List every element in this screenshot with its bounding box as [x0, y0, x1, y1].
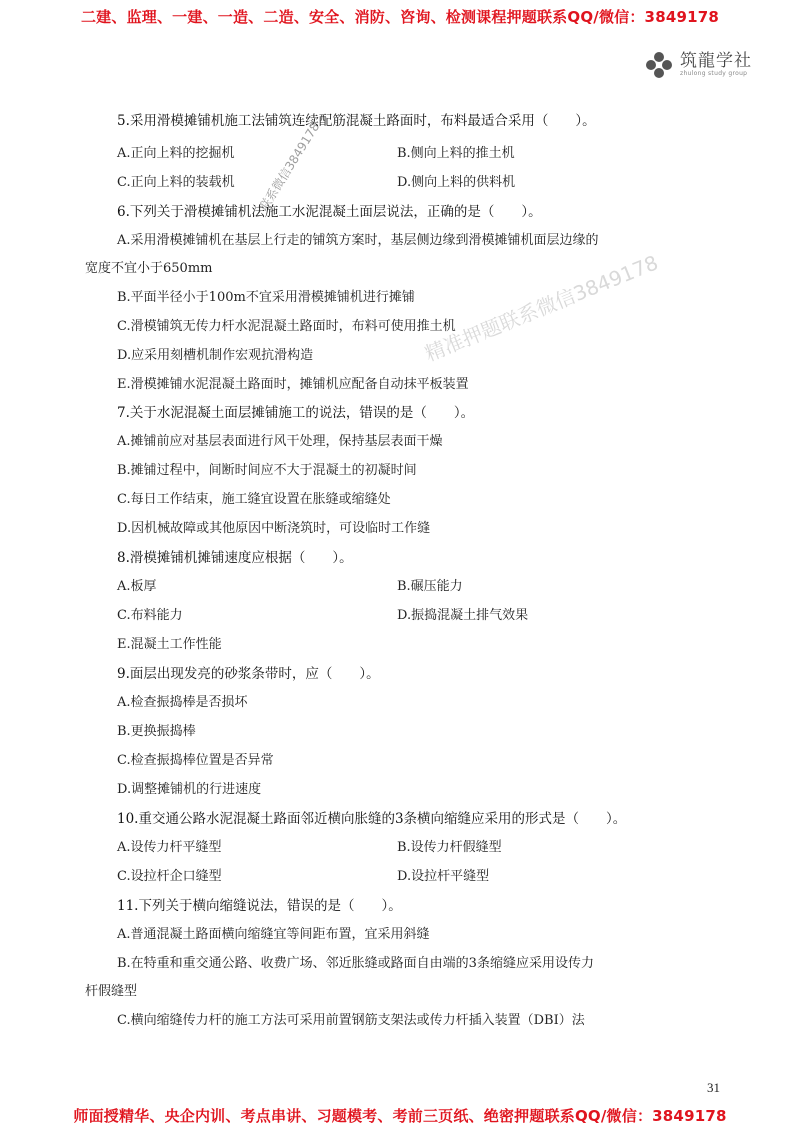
question-11-option-c: C.横向缩缝传力杆的施工方法可采用前置钢筋支架法或传力杆插入装置（DBI）法	[117, 1013, 585, 1028]
question-10-option-d: D.设拉杆平缝型	[397, 869, 490, 884]
question-8-option-d: D.振捣混凝土排气效果	[397, 608, 529, 623]
question-6-option-e: E.滑模摊铺水泥混凝土路面时，摊铺机应配备自动抹平板装置	[117, 377, 469, 392]
flower-logo-icon	[644, 50, 674, 80]
question-9-option-a: A.检查振捣棒是否损坏	[117, 695, 248, 710]
question-5-option-b: B.侧向上料的推土机	[397, 146, 515, 161]
question-5-option-a: A.正向上料的挖掘机	[117, 146, 235, 161]
bottom-promo-banner: 师面授精华、央企内训、考点串讲、习题模考、考前三页纸、绝密押题联系QQ/微信：3849178	[73, 1107, 727, 1125]
question-9-stem: 9.面层出现发亮的砂浆条带时，应（ ）。	[117, 666, 380, 682]
logo-subtitle: zhulong study group	[680, 70, 748, 78]
question-8-option-a: A.板厚	[117, 579, 157, 594]
question-5-option-c: C.正向上料的装载机	[117, 175, 235, 190]
question-7-stem: 7.关于水泥混凝土面层摊铺施工的说法，错误的是（ ）。	[117, 405, 475, 421]
question-5-option-d: D.侧向上料的供料机	[397, 175, 516, 190]
question-7-option-a: A.摊铺前应对基层表面进行风干处理，保持基层表面干燥	[117, 434, 443, 449]
question-11-option-a: A.普通混凝土路面横向缩缝宜等间距布置，宜采用斜缝	[117, 927, 430, 942]
question-6-stem: 6.下列关于滑模摊铺机法施工水泥混凝土面层说法，正确的是（ ）。	[117, 204, 542, 220]
small-watermark: 联系微信3849178	[256, 120, 323, 214]
question-11-option-b-continued: 杆假缝型	[85, 984, 138, 999]
question-9-option-d: D.调整摊铺机的行进速度	[117, 782, 262, 797]
question-8-option-e: E.混凝土工作性能	[117, 637, 222, 652]
question-10-stem: 10.重交通公路水泥混凝土路面邻近横向胀缝的3条横向缩缝应采用的形式是（ ）。	[117, 811, 627, 827]
diagonal-watermark: 精准押题联系微信3849178	[421, 250, 662, 366]
question-10-option-b: B.设传力杆假缝型	[397, 840, 502, 855]
question-5-stem: 5.采用滑模摊铺机施工法铺筑连续配筋混凝土路面时，布料最适合采用（ ）。	[117, 113, 596, 129]
question-6-option-c: C.滑模铺筑无传力杆水泥混凝土路面时，布料可使用推土机	[117, 319, 456, 334]
question-11-option-b: B.在特重和重交通公路、收费广场、邻近胀缝或路面自由端的3条缩缝应采用设传力	[117, 956, 594, 971]
question-11-stem: 11.下列关于横向缩缝说法，错误的是（ ）。	[117, 898, 402, 914]
question-7-option-c: C.每日工作结束，施工缝宜设置在胀缝或缩缝处	[117, 492, 391, 507]
question-6-option-b: B.平面半径小于100m不宜采用滑模摊铺机进行摊铺	[117, 290, 415, 305]
question-7-option-d: D.因机械故障或其他原因中断浇筑时，可设临时工作缝	[117, 521, 431, 536]
question-10-option-a: A.设传力杆平缝型	[117, 840, 222, 855]
question-8-stem: 8.滑模摊铺机摊铺速度应根据（ ）。	[117, 550, 353, 566]
question-8-option-b: B.碾压能力	[397, 579, 463, 594]
page-number: 31	[707, 1080, 720, 1095]
top-promo-banner: 二建、监理、一建、一造、二造、安全、消防、咨询、检测课程押题联系QQ/微信：3849178	[80, 8, 720, 26]
question-9-option-c: C.检查振捣棒位置是否异常	[117, 753, 274, 768]
question-8-option-c: C.布料能力	[117, 608, 183, 623]
question-6-option-a: A.采用滑模摊铺机在基层上行走的铺筑方案时，基层侧边缘到滑模摊铺机面层边缘的	[117, 233, 599, 248]
question-6-option-d: D.应采用刻槽机制作宏观抗滑构造	[117, 348, 314, 363]
question-6-option-a-continued: 宽度不宜小于650mm	[85, 261, 213, 276]
logo-name: 筑龍学社	[680, 51, 752, 72]
question-9-option-b: B.更换振捣棒	[117, 724, 196, 739]
question-10-option-c: C.设拉杆企口缝型	[117, 869, 222, 884]
question-7-option-b: B.摊铺过程中，间断时间应不大于混凝土的初凝时间	[117, 463, 417, 478]
publisher-logo	[644, 50, 752, 80]
